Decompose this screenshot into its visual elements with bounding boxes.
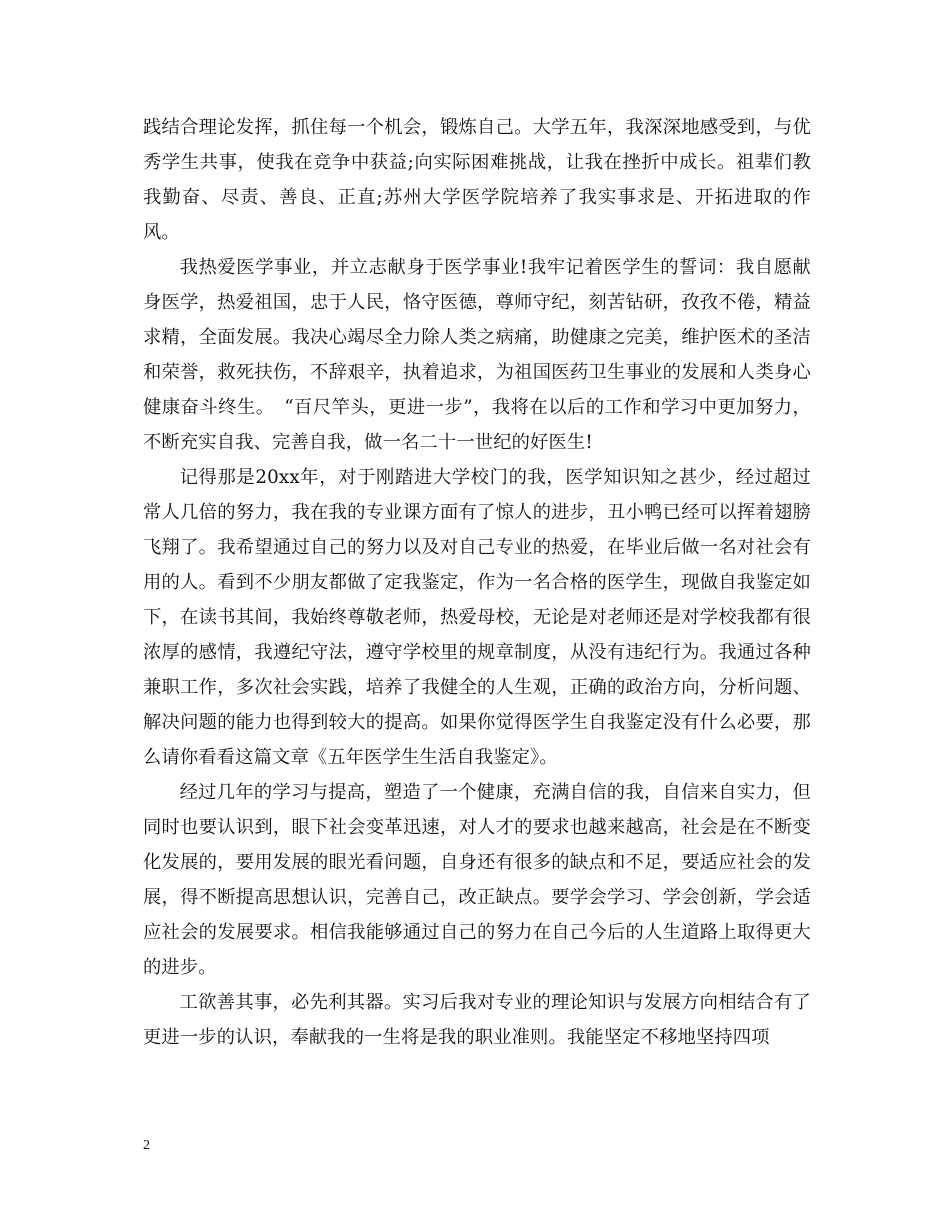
paragraph-2: 我热爱医学事业，并立志献身于医学事业!我牢记着医学生的誓词：我自愿献身医学，热爱祖国，忠于人民，恪守医德，尊师守纪，刻苦钻研，孜孜不倦，精益求精，全面发展。我决心竭尽全力除人类之病痛，助健康之完美，维护医术的圣洁和荣誉，救死扶伤，不辞艰辛，执着追求，为祖国医药卫生事业的发展和人类身心健康奋斗终生。 “百尺竿头，更进一步”，我将在以后的工作和学习中更加努力，不断充实自我、完善自我，做一名二十一世纪的好医生! bbox=[143, 257, 811, 453]
paragraph-4: 经过几年的学习与提高，塑造了一个健康，充满自信的我，自信来自实力，但同时也要认识到，眼下社会变革迅速，对人才的要求也越来越高，社会是在不断变化发展的，要用发展的眼光看问题，自身还有很多的缺点和不足，要适应社会的发展，得不断提高思想认识，完善自己，改正缺点。要学会学习、学会创新，学会适应社会的发展要求。相信我能够通过自己的努力在自己今后的人生道路上取得更大的进步。 bbox=[143, 782, 811, 978]
paragraph-5: 工欲善其事，必先利其器。实习后我对专业的理论知识与发展方向相结合有了更进一步的认识，奉献我的一生将是我的职业准则。我能坚定不移地坚持四项 bbox=[143, 992, 811, 1048]
paragraph-3: 记得那是20xx年，对于刚踏进大学校门的我，医学知识知之甚少，经过超过常人几倍的努力，我在我的专业课方面有了惊人的进步，丑小鸭已经可以挥着翅膀飞翔了。我希望通过自己的努力以及对自己专业的热爱，在毕业后做一名对社会有用的人。看到不少朋友都做了定我鉴定，作为一名合格的医学生，现做自我鉴定如下，在读书其间，我始终尊敬老师，热爱母校，无论是对老师还是对学校我都有很浓厚的感情，我遵纪守法，遵守学校里的规章制度，从没有违纪行为。我通过各种兼职工作，多次社会实践，培养了我健全的人生观，正确的政治方向，分析问题、解决问题的能力也得到较大的提高。如果你觉得医学生自我鉴定没有什么必要，那么请你看看这篇文章《五年医学生生活自我鉴定》。 bbox=[143, 467, 811, 768]
paragraph-1: 践结合理论发挥，抓住每一个机会，锻炼自己。大学五年，我深深地感受到，与优秀学生共事，使我在竞争中获益;向实际困难挑战，让我在挫折中成长。祖辈们教我勤奋、尽责、善良、正直;苏州大学医学院培养了我实事求是、开拓进取的作风。 bbox=[143, 117, 811, 243]
document-body bbox=[143, 110, 811, 1055]
page-number: 2 bbox=[143, 1138, 150, 1153]
